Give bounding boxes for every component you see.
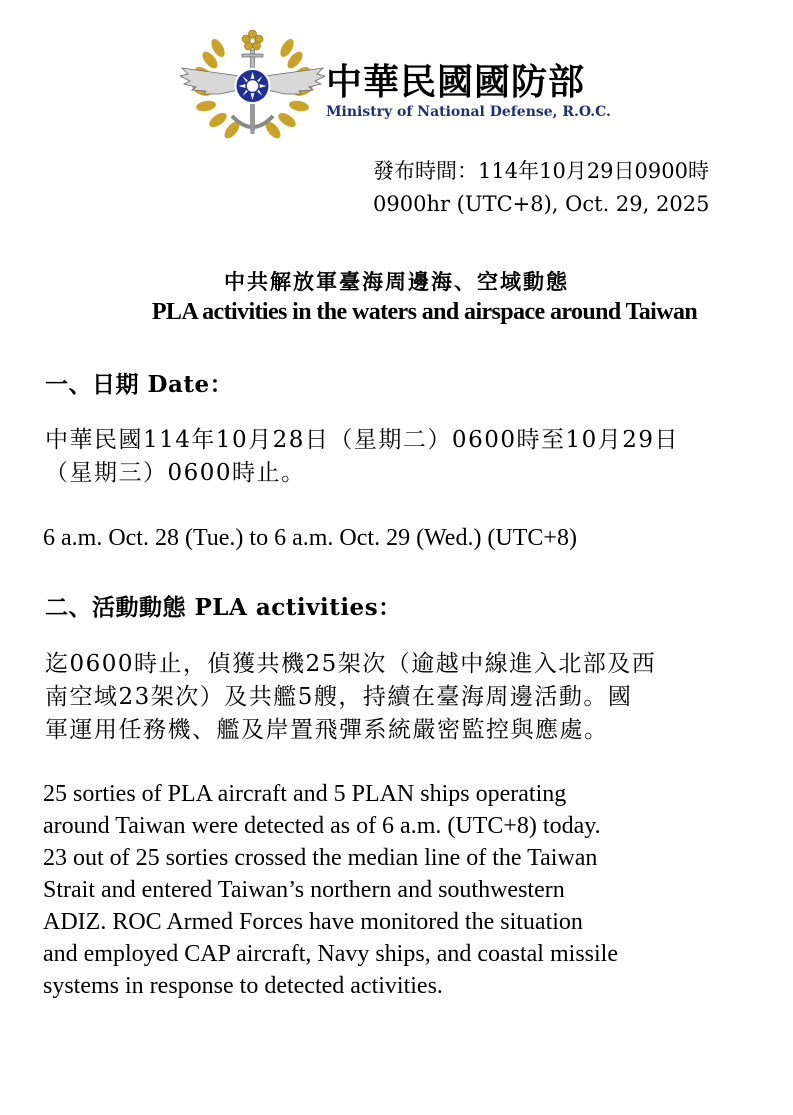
date-line-cn-1: 中華民國114年10月28日（星期二）0600時至10月29日	[45, 427, 679, 453]
activities-line-en-4: Strait and entered Taiwan’s northern and southwestern	[43, 877, 565, 903]
date-line-cn-2: （星期三）0600時止。	[45, 460, 306, 486]
section-date-heading: 一、日期 Date：	[45, 371, 234, 398]
document-title-cn: 中共解放軍臺海周邊海、空域動態	[224, 269, 569, 294]
date-paragraph-en	[43, 522, 577, 554]
activities-line-en-3: 23 out of 25 sorties crossed the median line of the Taiwan	[43, 845, 598, 871]
release-time	[373, 155, 709, 221]
activities-line-en-2: around Taiwan were detected as of 6 a.m. (UTC+8) today.	[43, 813, 601, 839]
release-time-cn: 發布時間：114年10月29日0900時	[373, 159, 709, 183]
activities-paragraph-en	[43, 778, 618, 1002]
activities-line-en-7: systems in response to detected activities.	[43, 973, 443, 999]
activities-paragraph-cn	[45, 648, 753, 747]
org-name-cn: 中華民國國防部	[326, 62, 586, 103]
release-time-en: 0900hr (UTC+8), Oct. 29, 2025	[373, 192, 710, 216]
activities-line-cn-3: 軍運用任務機、艦及岸置飛彈系統嚴密監控與應處。	[45, 717, 609, 743]
date-paragraph-cn	[45, 424, 753, 490]
activities-line-en-5: ADIZ. ROC Armed Forces have monitored the situation	[43, 909, 583, 935]
activities-line-cn-1: 迄0600時止，偵獲共機25架次（逾越中線進入北部及西	[45, 651, 657, 677]
date-line-en: 6 a.m. Oct. 28 (Tue.) to 6 a.m. Oct. 29 (Wed.) (UTC+8)	[43, 525, 577, 551]
activities-line-en-1: 25 sorties of PLA aircraft and 5 PLAN ships operating	[43, 781, 567, 807]
activities-line-cn-2: 南空域23架次）及共艦5艘，持續在臺海周邊活動。國	[45, 684, 633, 710]
activities-line-en-6: and employed CAP aircraft, Navy ships, and coastal missile	[43, 941, 618, 967]
mnd-emblem-icon	[180, 28, 325, 146]
letterhead	[180, 28, 640, 146]
org-name-en: Ministry of National Defense, R.O.C.	[326, 104, 611, 120]
document-title-en: PLA activities in the waters and airspace around Taiwan	[151, 299, 698, 325]
section-activities-heading: 二、活動動態 PLA activities：	[45, 594, 402, 621]
